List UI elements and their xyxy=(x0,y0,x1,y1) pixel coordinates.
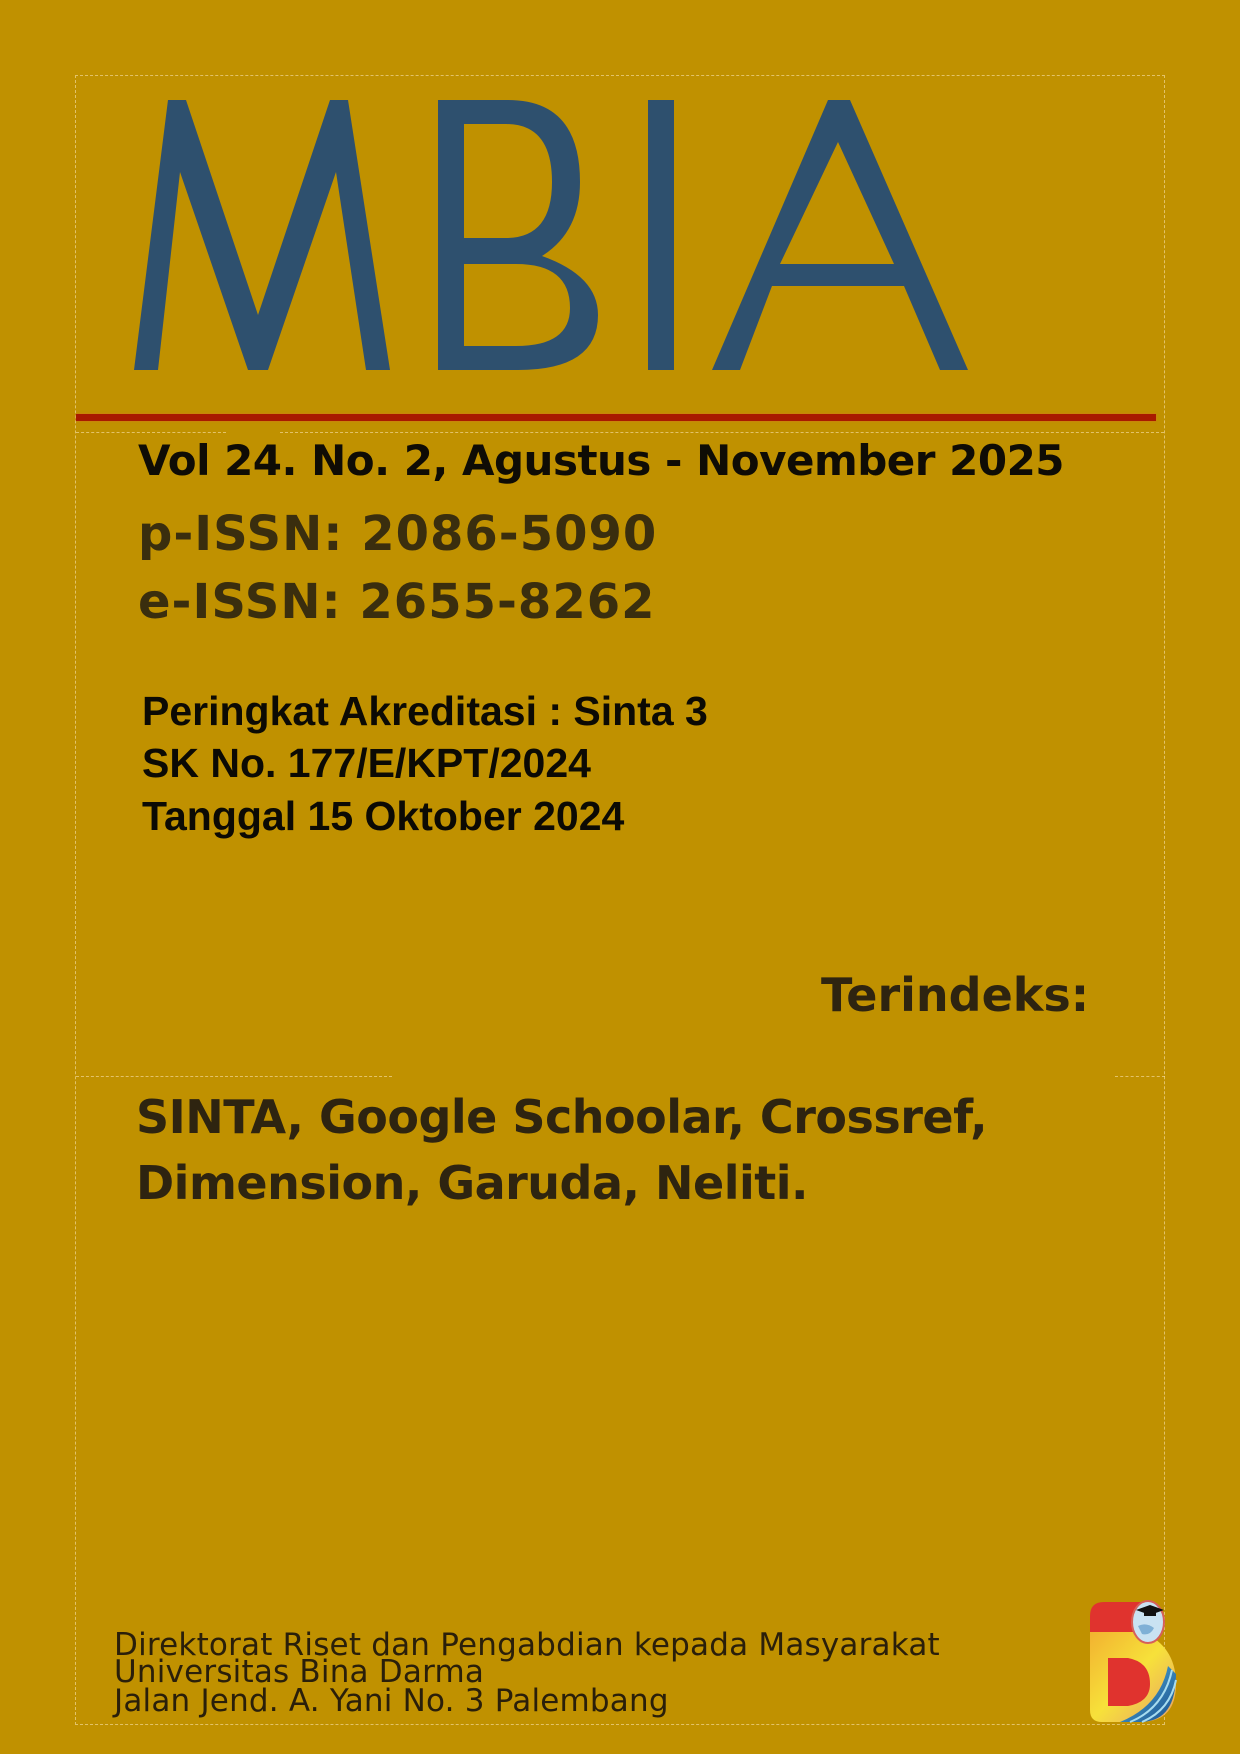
publisher-directorate: Direktorat Riset dan Pengabdian kepada Masyarakat xyxy=(114,1627,940,1663)
e-issn: e-ISSN: 2655-8262 xyxy=(138,574,656,630)
indexed-list-line: SINTA, Google Schoolar, Crossref, xyxy=(136,1090,988,1144)
accreditation-rank: Peringkat Akreditasi : Sinta 3 xyxy=(142,688,708,734)
publisher-university: Universitas Bina Darma xyxy=(114,1654,485,1690)
journal-title xyxy=(128,70,1038,390)
volume-line: Vol 24. No. 2, Agustus - November 2025 xyxy=(138,436,1065,485)
accreditation-decree: SK No. 177/E/KPT/2024 xyxy=(142,740,591,786)
indexed-list-line: Dimension, Garuda, Neliti. xyxy=(136,1156,808,1210)
publisher-address: Jalan Jend. A. Yani No. 3 Palembang xyxy=(114,1683,669,1719)
universitas-bina-darma-logo-icon xyxy=(1080,1596,1184,1728)
dashed-guide xyxy=(76,432,226,433)
accreditation-date: Tanggal 15 Oktober 2024 xyxy=(142,793,625,839)
p-issn: p-ISSN: 2086-5090 xyxy=(138,506,658,562)
dashed-guide xyxy=(76,1076,392,1077)
indexed-label: Terindeks: xyxy=(821,968,1090,1022)
dashed-guide xyxy=(1115,1076,1165,1077)
title-rule xyxy=(76,414,1156,421)
dashed-guide xyxy=(280,432,1164,433)
